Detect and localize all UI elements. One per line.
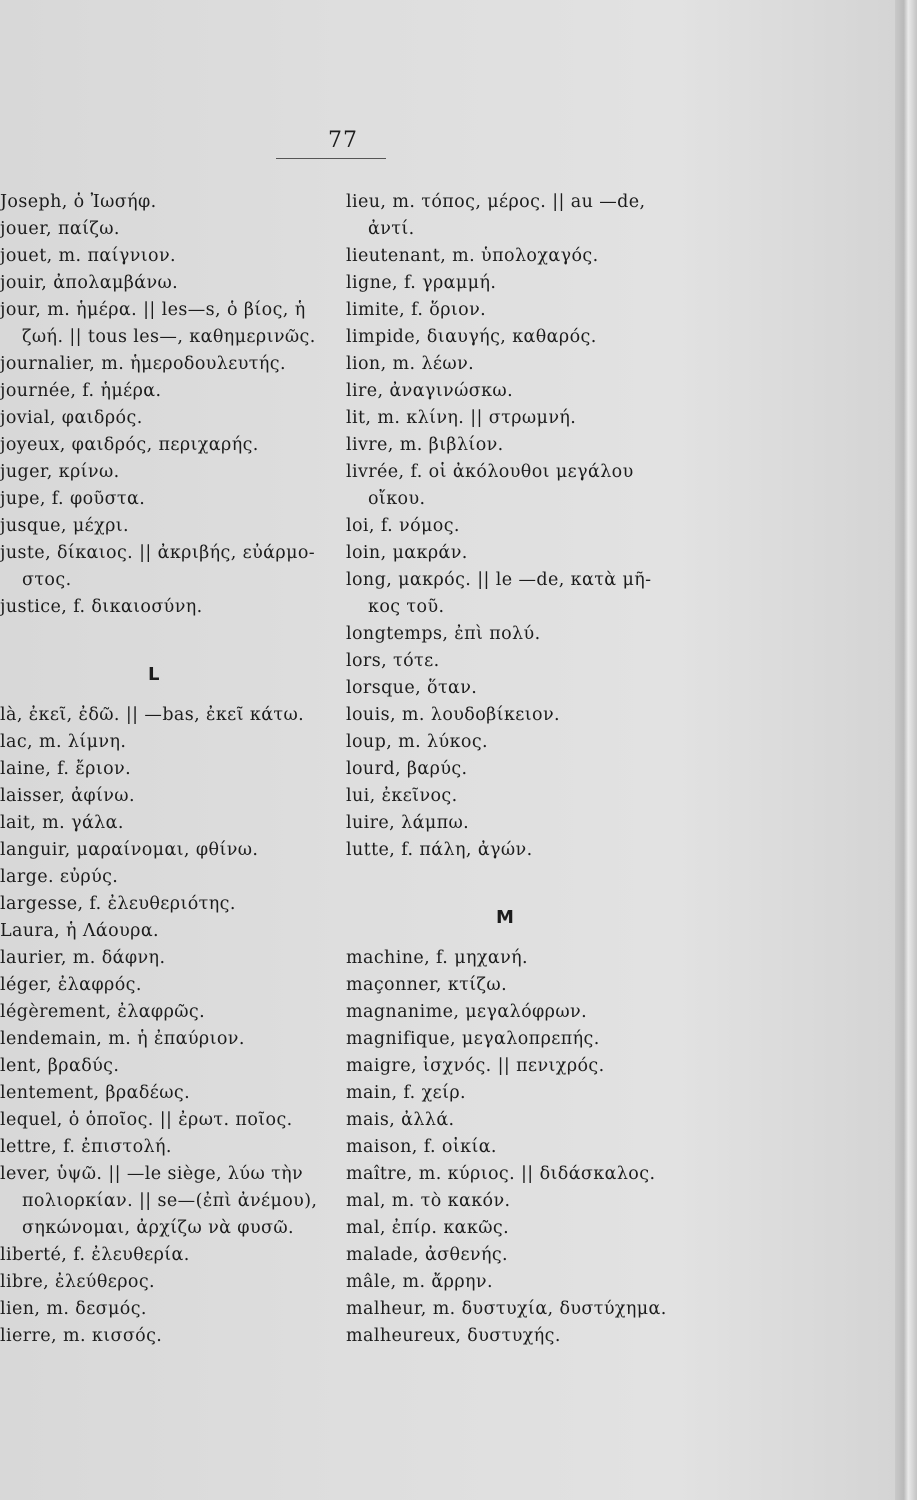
section-letter-l: L xyxy=(148,664,160,685)
dictionary-entry: libre, ἐλεύθερος. xyxy=(0,1272,156,1292)
dictionary-entry: lourd, βαρύς. xyxy=(346,759,468,779)
dictionary-entry: Laura, ἡ Λάουρα. xyxy=(0,921,159,941)
dictionary-entry: justice, f. δικαιοσύνη. xyxy=(0,597,203,617)
dictionary-entry: large. εὐρύς. xyxy=(0,867,119,887)
dictionary-entry: livrée, f. οἱ ἀκόλουθοι μεγάλου xyxy=(346,462,634,482)
dictionary-entry: laisser, ἀφίνω. xyxy=(0,786,135,806)
dictionary-entry: mal, ἐπίρ. κακῶς. xyxy=(346,1218,510,1238)
dictionary-entry: longtemps, ἐπὶ πολύ. xyxy=(346,624,541,644)
dictionary-entry: livre, m. βιβλίον. xyxy=(346,435,504,455)
dictionary-entry: lorsque, ὅταν. xyxy=(346,678,478,698)
dictionary-entry: ligne, f. γραμμή. xyxy=(346,273,497,293)
dictionary-entry: limite, f. ὅριον. xyxy=(346,300,487,320)
dictionary-entry: maison, f. οἰκία. xyxy=(346,1137,497,1157)
right-column xyxy=(346,189,676,1350)
dictionary-entry: loin, μακράν. xyxy=(346,543,468,563)
dictionary-entry: οἴκου. xyxy=(368,489,426,509)
dictionary-entry: jouer, παίζω. xyxy=(0,219,120,239)
dictionary-entry: limpide, διαυγής, καθαρός. xyxy=(346,327,597,347)
dictionary-entry: σηκώνομαι, ἀρχίζω νὰ φυσῶ. xyxy=(22,1218,294,1238)
dictionary-entry: juger, κρίνω. xyxy=(0,462,120,482)
dictionary-entry: lentement, βραδέως. xyxy=(0,1083,191,1103)
dictionary-entry: largesse, f. ἐλευθεριότης. xyxy=(0,894,236,914)
dictionary-entry: lierre, m. κισσός. xyxy=(0,1326,163,1346)
dictionary-entry: magnanime, μεγαλόφρων. xyxy=(346,1002,588,1022)
dictionary-entry: mal, m. τὸ κακόν. xyxy=(346,1191,511,1211)
dictionary-entry: légèrement, ἐλαφρῶς. xyxy=(0,1002,206,1022)
dictionary-entry: lac, m. λίμνη. xyxy=(0,732,127,752)
dictionary-entry: long, μακρός. || le —de, κατὰ μῆ- xyxy=(346,570,652,590)
dictionary-entry: malheur, m. δυστυχία, δυστύχημα. xyxy=(346,1299,667,1319)
dictionary-entry: maître, m. κύριος. || διδάσκαλος. xyxy=(346,1164,656,1184)
dictionary-entry: στος. xyxy=(22,570,72,590)
dictionary-entry: lequel, ὁ ὁποῖος. || ἐρωτ. ποῖος. xyxy=(0,1110,293,1130)
dictionary-entry: magnifique, μεγαλοπρεπής. xyxy=(346,1029,600,1049)
dictionary-entry: jouir, ἀπολαμβάνω. xyxy=(0,273,179,293)
left-column xyxy=(0,189,336,1350)
dictionary-entry: lieutenant, m. ὑπολοχαγός. xyxy=(346,246,599,266)
dictionary-entry: machine, f. μηχανή. xyxy=(346,948,528,968)
dictionary-entry: léger, ἐλαφρός. xyxy=(0,975,142,995)
dictionary-entry: jupe, f. φοῦστα. xyxy=(0,489,146,509)
dictionary-entry: lait, m. γάλα. xyxy=(0,813,124,833)
dictionary-entry: jour, m. ἡμέρα. || les—s, ὁ βίος, ἡ xyxy=(0,300,306,320)
entries-l-continued xyxy=(346,189,676,864)
dictionary-entry: juste, δίκαιος. || ἀκριβής, εὐάρμο- xyxy=(0,543,316,563)
dictionary-entry: lui, ἐκεῖνος. xyxy=(346,786,458,806)
dictionary-entry: main, f. χείρ. xyxy=(346,1083,466,1103)
dictionary-entry: joyeux, φαιδρός, περιχαρής. xyxy=(0,435,259,455)
dictionary-entry: journalier, m. ἡμεροδουλευτής. xyxy=(0,354,286,374)
dictionary-entry: malade, ἀσθενής. xyxy=(346,1245,508,1265)
dictionary-entry: lendemain, m. ἡ ἐπαύριον. xyxy=(0,1029,245,1049)
dictionary-entry: louis, m. λουδοβίκειον. xyxy=(346,705,560,725)
dictionary-entry: lire, ἀναγινώσκω. xyxy=(346,381,514,401)
dictionary-entry: lettre, f. ἐπιστολή. xyxy=(0,1137,172,1157)
page-number-rule xyxy=(276,158,386,159)
dictionary-entry: malheureux, δυστυχής. xyxy=(346,1326,561,1346)
dictionary-entry: κος τοῦ. xyxy=(368,597,445,617)
page-number: 77 xyxy=(328,128,358,153)
dictionary-entry: lit, m. κλίνη. || στρωμνή. xyxy=(346,408,577,428)
dictionary-entry: loi, f. νόμος. xyxy=(346,516,460,536)
dictionary-entry: lieu, m. τόπος, μέρος. || au —de, xyxy=(346,192,646,212)
dictionary-entry: ἀντί. xyxy=(368,219,415,239)
entries-l xyxy=(0,702,336,1350)
dictionary-entry: lien, m. δεσμός. xyxy=(0,1299,147,1319)
dictionary-entry: maçonner, κτίζω. xyxy=(346,975,508,995)
dictionary-entry: lors, τότε. xyxy=(346,651,440,671)
dictionary-entry: laine, f. ἔριον. xyxy=(0,759,132,779)
entries-j xyxy=(0,189,336,621)
dictionary-entry: languir, μαραίνομαι, φθίνω. xyxy=(0,840,259,860)
dictionary-entry: mâle, m. ἄρρην. xyxy=(346,1272,493,1292)
dictionary-entry: Joseph, ὁ Ἰωσήφ. xyxy=(0,192,157,212)
dictionary-entry: lever, ὑψῶ. || —le siège, λύω τὴν xyxy=(0,1164,304,1184)
dictionary-entry: jusque, μέχρι. xyxy=(0,516,129,536)
dictionary-entry: jouet, m. παίγνιον. xyxy=(0,246,176,266)
dictionary-entry: lent, βραδύς. xyxy=(0,1056,120,1076)
dictionary-entry: laurier, m. δάφνη. xyxy=(0,948,166,968)
dictionary-entry: luire, λάμπω. xyxy=(346,813,470,833)
dictionary-entry: mais, ἀλλά. xyxy=(346,1110,455,1130)
dictionary-entry: πολιορκίαν. || se—(ἐπὶ ἀνέμου), xyxy=(22,1191,318,1211)
dictionary-entry: jovial, φαιδρός. xyxy=(0,408,143,428)
dictionary-entry: loup, m. λύκος. xyxy=(346,732,489,752)
entries-m xyxy=(346,945,676,1350)
dictionary-entry: lutte, f. πάλη, ἀγών. xyxy=(346,840,533,860)
dictionary-entry: ζωή. || tous les—, καθημερινῶς. xyxy=(22,327,316,347)
dictionary-entry: maigre, ἰσχνός. || πενιχρός. xyxy=(346,1056,605,1076)
dictionary-entry: là, ἐκεῖ, ἐδῶ. || —bas, ἐκεῖ κάτω. xyxy=(0,705,305,725)
section-letter-m: M xyxy=(496,907,515,928)
dictionary-entry: journée, f. ἡμέρα. xyxy=(0,381,162,401)
dictionary-entry: liberté, f. ἐλευθερία. xyxy=(0,1245,190,1265)
dictionary-entry: lion, m. λέων. xyxy=(346,354,475,374)
page-edge xyxy=(895,0,917,1500)
